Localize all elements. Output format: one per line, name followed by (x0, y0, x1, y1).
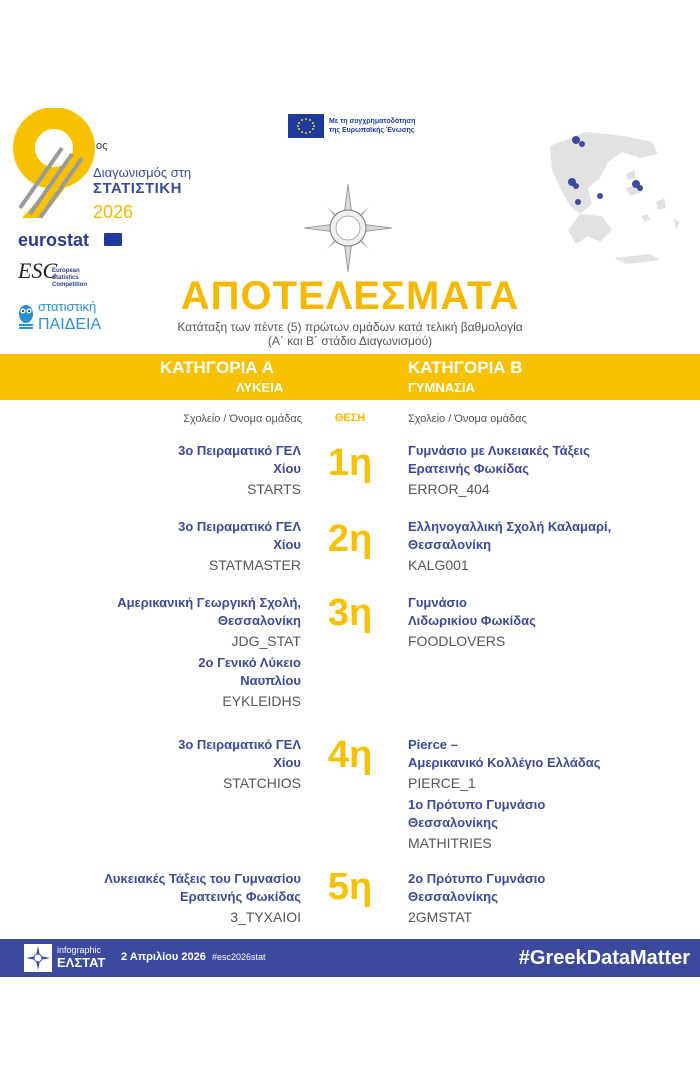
school-name: Χίου (273, 537, 301, 552)
lyceum-entry (0, 654, 301, 710)
rank-4: 4η (327, 734, 373, 776)
gymnasium-entry (408, 736, 698, 792)
gymnasium-entry (408, 442, 698, 498)
contest-title-line2: ΣΤΑΤΙΣΤΙΚΗ (93, 180, 182, 197)
category-band (0, 354, 700, 400)
team-name: 3_ΤΥΧΑΙΟΙ (230, 909, 301, 925)
school-name: Αμερικανική Γεωργική Σχολή, (117, 595, 301, 610)
school-name: 1ο Πρότυπο Γυμνάσιο (408, 797, 546, 812)
paideia-logo-line1: στατιστική (38, 299, 97, 314)
gymnasium-entry (408, 594, 698, 650)
team-name: 2GMSTAT (408, 909, 473, 925)
lyceum-entry (0, 594, 301, 650)
school-name: Χίου (273, 461, 301, 476)
school-name: Χίου (273, 755, 301, 770)
team-name: STARTS (247, 481, 301, 497)
school-name: 3ο Πειραματικό ΓΕΛ (178, 737, 301, 752)
category-b-subtitle: ΓΥΜΝΑΣΙΑ (408, 380, 475, 395)
column-header-right: Σχολείο / Όνομα ομάδας (408, 413, 527, 425)
rank-2: 2η (327, 518, 373, 560)
school-name: 3ο Πειραματικό ΓΕΛ (178, 443, 301, 458)
rank-5: 5η (327, 866, 373, 908)
school-name: Θεσσαλονίκης (408, 889, 498, 904)
paideia-logo-line2: ΠΑΙΔΕΙΑ (38, 316, 102, 333)
team-name: STATMASTER (208, 557, 301, 573)
school-name: 2ο Γενικό Λύκειο (198, 655, 301, 670)
gymnasium-entry (408, 518, 698, 574)
eu-flag-icon (288, 114, 324, 138)
footer-infographic-label: infographic (57, 945, 102, 955)
team-name: PIERCE_1 (408, 775, 476, 791)
school-name: Γυμνάσιο (408, 595, 468, 610)
team-name: KALG001 (408, 557, 469, 573)
gymnasium-entry (408, 870, 698, 926)
team-name: MATHITRIES (408, 835, 492, 851)
category-a-title: ΚΑΤΗΓΟΡΙΑ Α (160, 358, 274, 377)
team-name: JDG_STAT (231, 633, 301, 649)
page-title: ΑΠΟΤΕΛΕΣΜΑΤΑ (180, 274, 520, 318)
esc-logo-text: European Statistics Competition (52, 268, 87, 288)
school-name: Γυμνάσιο με Λυκειακές Τάξεις (408, 443, 590, 458)
rank-1: 1η (327, 442, 373, 484)
footer-hashtag: #GreekDataMatter (518, 947, 690, 969)
lyceum-entry (0, 442, 301, 498)
school-name: Αμερικανικό Κολλέγιο Ελλάδας (408, 755, 601, 770)
school-name: Θεσσαλονίκη (217, 613, 301, 628)
category-a-subtitle: ΛΥΚΕΙΑ (236, 380, 284, 395)
subtitle-line1: Κατάταξη των πέντε (5) πρώτων ομάδων κατά τελική βαθμολογία (177, 320, 523, 334)
school-name: Pierce – (408, 737, 458, 752)
school-name: Ερατεινής Φωκίδας (180, 889, 301, 904)
eu-flag-icon (104, 233, 122, 246)
esc-logo: ESC (18, 258, 58, 283)
team-name: STATCHIOS (222, 775, 301, 791)
school-name: Ερατεινής Φωκίδας (408, 461, 529, 476)
elstat-seal-icon (304, 184, 392, 272)
eu-cofunding-text: Με τη συγχρηματοδότηση της Ευρωπαϊκής Ένωσης (329, 118, 416, 134)
school-name: Ελληνογαλλική Σχολή Καλαμαρί, (408, 519, 612, 534)
lyceum-entry (0, 518, 301, 574)
school-name: Θεσσαλονίκη (408, 537, 492, 552)
category-b-title: ΚΑΤΗΓΟΡΙΑ Β (408, 358, 523, 377)
school-name: Λιδωρικίου Φωκίδας (408, 613, 536, 628)
school-name: 2ο Πρότυπο Γυμνάσιο (408, 871, 546, 886)
school-name: Λυκειακές Τάξεις του Γυμνασίου (104, 871, 301, 886)
footer-elstat-label: ΕΛΣΤΑΤ (57, 955, 106, 970)
lyceum-entry (0, 736, 301, 792)
lyceum-entry (0, 870, 301, 926)
footer-date: 2 Απριλίου 2026 (121, 951, 206, 963)
contest-title-line1: Διαγωνισμός στη (93, 165, 192, 180)
school-name: Ναυπλίου (240, 673, 301, 688)
greece-map (530, 118, 690, 266)
column-header-rank: ΘΕΣΗ (334, 412, 366, 424)
school-name: Θεσσαλονίκης (408, 815, 498, 830)
contest-year: 2026 (93, 202, 134, 222)
column-header-left: Σχολείο / Όνομα ομάδας (183, 413, 302, 425)
elstat-logo-icon (24, 944, 52, 972)
eurostat-logo: eurostat (18, 230, 90, 250)
footer-tag: #esc2026stat (212, 952, 266, 962)
team-name: FOODLOVERS (408, 633, 506, 649)
subtitle-line2: (Α΄ και Β΄ στάδιο Διαγωνισμού) (267, 334, 433, 348)
school-name: 3ο Πειραματικό ΓΕΛ (178, 519, 301, 534)
rank-3: 3η (327, 592, 373, 634)
gymnasium-entry (408, 796, 698, 852)
contest-ordinal: ος (96, 140, 108, 152)
team-name: EYKLEIDHS (222, 693, 301, 709)
team-name: ERROR_404 (408, 481, 490, 497)
